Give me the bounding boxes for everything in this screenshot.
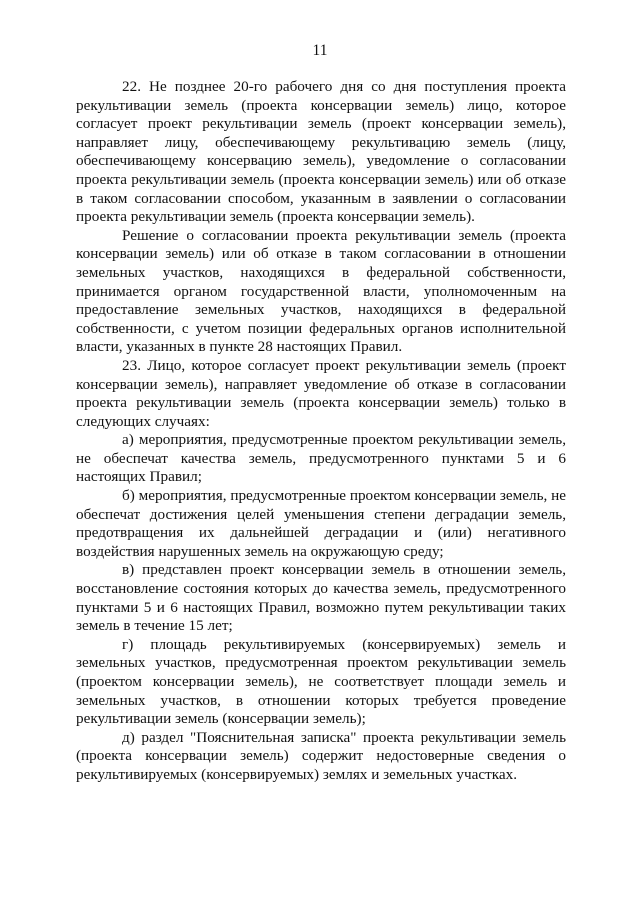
paragraph-22: 22. Не позднее 20-го рабочего дня со дня поступления проекта рекультивации земель (проекта консервации земель) лицо, которое согласует проект рекультивации земель (проект консервации земель), направляет лицу, обеспечивающему рекультивацию земель (лицу, обеспечивающему консервацию земель), уведомление о согласовании проекта рекультивации земель (проекта консервации земель) или об отказе в таком согласовании способом, указанным в заявлении о согласовании проекта рекультивации земель (проекта консервации земель). — [76, 78, 566, 226]
document-body — [76, 78, 566, 785]
list-item-v: в) представлен проект консервации земель в отношении земель, восстановление состояния которых до качества земель, предусмотренного пунктами 5 и 6 настоящих Правил, возможно путем рекультивации таких земель в течение 15 лет; — [76, 561, 566, 635]
paragraph-23: 23. Лицо, которое согласует проект рекультивации земель (проект консервации земель), направляет уведомление об отказе в согласовании проекта рекультивации земель (проекта консервации земель) только в следующих случаях: — [76, 356, 566, 430]
paragraph-22-decision: Решение о согласовании проекта рекультивации земель (проекта консервации земель) или об отказе в таком согласовании в отношении земельных участков, находящихся в федеральной собственности, принимается органом государственной власти, уполномоченным на предоставление земельных участков, находящихся в федеральной собственности, с учетом позиции федеральных органов исполнительной власти, указанных в пункте 28 настоящих Правил. — [76, 226, 566, 356]
list-item-g: г) площадь рекультивируемых (консервируемых) земель и земельных участков, предусмотренная проектом рекультивации земель (проектом консервации земель), не соответствует площади земель и земельных участков, в отношении которых требуется проведение рекультивации земель (консервации земель); — [76, 635, 566, 728]
list-item-d: д) раздел "Пояснительная записка" проекта рекультивации земель (проекта консервации земель) содержит недостоверные сведения о рекультивируемых (консервируемых) землях и земельных участках. — [76, 728, 566, 783]
page-number: 11 — [312, 42, 328, 59]
list-item-b: б) мероприятия, предусмотренные проектом консервации земель, не обеспечат достижения целей уменьшения степени деградации земель, предотвращения их дальнейшей деградации и (или) негативного воздействия нарушенных земель на окружающую среду; — [76, 487, 566, 560]
list-item-a: а) мероприятия, предусмотренные проектом рекультивации земель, не обеспечат качества земель, предусмотренного пунктами 5 и 6 настоящих Правил; — [76, 431, 566, 486]
